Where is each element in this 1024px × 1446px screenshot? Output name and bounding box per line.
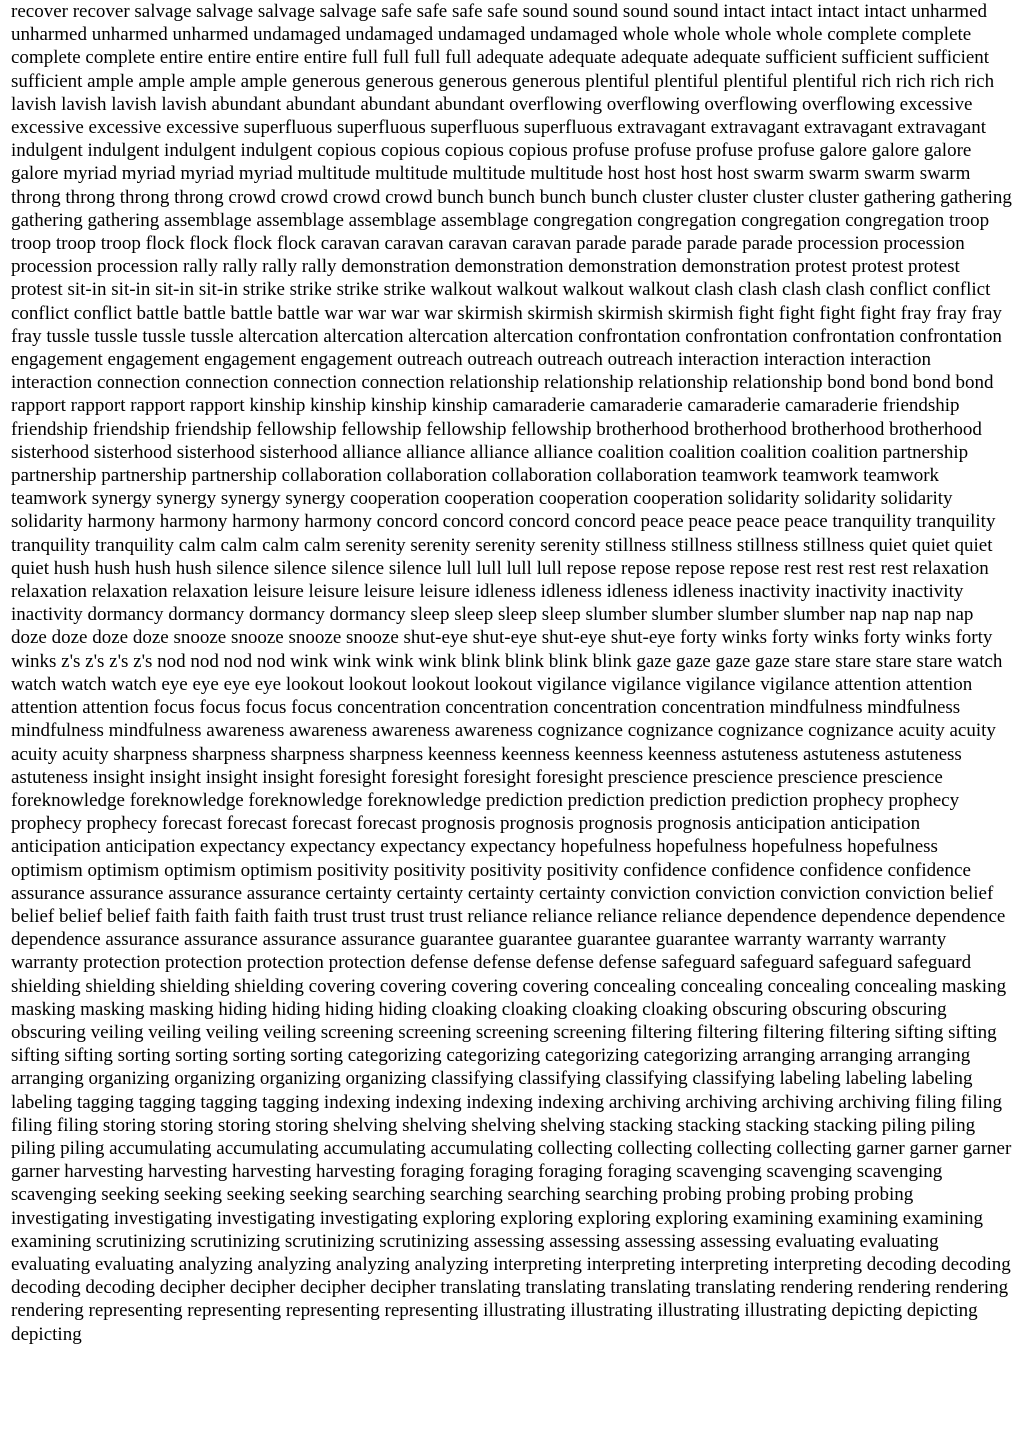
document-body-text: recover recover salvage salvage salvage salvage safe safe safe safe sound sound sound sound intact intact intact intact unharmed unharmed unharmed unharmed undamaged undamaged undamaged undamaged whole whole whole whole complete complete complete complete entire entire entire entire full full full full adequate adequate adequate adequate sufficient sufficient sufficient sufficient ample ample ample ample generous generous generous generous plentiful plentiful plentiful plentiful rich rich rich rich lavish lavish lavish lavish abundant abundant abundant abundant overflowing overflowing overflowing overflowing excessive excessive excessive excessive superfluous superfluous superfluous superfluous extravagant extravagant extravagant extravagant indulgent indulgent indulgent indulgent copious copious copious copious profuse profuse profuse profuse galore galore galore galore myriad myriad myriad myriad multitude multitude multitude multitude host host host host swarm swarm swarm swarm throng throng throng throng crowd crowd crowd crowd bunch bunch bunch bunch cluster cluster cluster cluster gathering gathering gathering gathering assemblage assemblage assemblage assemblage congregation congregation congregation congregation troop troop troop troop flock flock flock flock caravan caravan caravan caravan parade parade parade parade procession procession procession procession rally rally rally rally demonstration demonstration demonstration demonstration protest protest protest protest sit-in sit-in sit-in sit-in strike strike strike strike walkout walkout walkout walkout clash clash clash clash conflict conflict conflict conflict battle battle battle battle war war war war skirmish skirmish skirmish skirmish fight fight fight fight fray fray fray fray tussle tussle tussle tussle altercation altercation altercation altercation confrontation confrontation confrontation confrontation engagement engagement engagement engagement outreach outreach outreach outreach interaction interaction interaction interaction connection connection connection connection relationship relationship relationship relationship bond bond bond bond rapport rapport rapport rapport kinship kinship kinship kinship camaraderie camaraderie camaraderie camaraderie friendship friendship friendship friendship fellowship fellowship fellowship fellowship brotherhood brotherhood brotherhood brotherhood sisterhood sisterhood sisterhood sisterhood alliance alliance alliance alliance coalition coalition coalition coalition partnership partnership partnership partnership collaboration collaboration collaboration collaboration teamwork teamwork teamwork teamwork synergy synergy synergy synergy cooperation cooperation cooperation cooperation solidarity solidarity solidarity solidarity harmony harmony harmony harmony concord concord concord concord peace peace peace peace tranquility tranquility tranquility tranquility calm calm calm calm serenity serenity serenity serenity stillness stillness stillness stillness quiet quiet quiet quiet hush hush hush hush silence silence silence silence lull lull lull lull repose repose repose repose rest rest rest rest relaxation relaxation relaxation relaxation leisure leisure leisure leisure idleness idleness idleness idleness inactivity inactivity inactivity inactivity dormancy dormancy dormancy dormancy sleep sleep sleep sleep slumber slumber slumber slumber nap nap nap nap doze doze doze doze snooze snooze snooze snooze shut-eye shut-eye shut-eye shut-eye forty winks forty winks forty winks forty winks z's z's z's z's nod nod nod nod wink wink wink wink blink blink blink blink gaze gaze gaze gaze stare stare stare stare watch watch watch watch eye eye eye eye lookout lookout lookout lookout vigilance vigilance vigilance vigilance attention attention attention attention focus focus focus focus concentration concentration concentration concentration mindfulness mindfulness mindfulness mindfulness awareness awareness awareness awareness cognizance cognizance cognizance cognizance acuity acuity acuity acuity sharpness sharpness sharpness sharpness keenness keenness keenness keenness astuteness astuteness astuteness astuteness insight insight insight insight foresight foresight foresight foresight prescience prescience prescience prescience foreknowledge foreknowledge foreknowledge foreknowledge prediction prediction prediction prediction prophecy prophecy prophecy prophecy forecast forecast forecast forecast prognosis prognosis prognosis prognosis anticipation anticipation anticipation anticipation expectancy expectancy expectancy expectancy hopefulness hopefulness hopefulness hopefulness optimism optimism optimism optimism positivity positivity positivity positivity confidence confidence confidence confidence assurance assurance assurance assurance certainty certainty certainty certainty conviction conviction conviction conviction belief belief belief belief faith faith faith faith trust trust trust trust reliance reliance reliance reliance dependence dependence dependence dependence assurance assurance assurance assurance guarantee guarantee guarantee guarantee warranty warranty warranty warranty protection protection protection protection defense defense defense defense safeguard safeguard safeguard safeguard shielding shielding shielding shielding covering covering covering covering concealing concealing concealing concealing masking masking masking masking hiding hiding hiding hiding cloaking cloaking cloaking cloaking obscuring obscuring obscuring obscuring veiling veiling veiling veiling screening screening screening screening filtering filtering filtering filtering sifting sifting sifting sifting sorting sorting sorting sorting categorizing categorizing categorizing categorizing arranging arranging arranging arranging organizing organizing organizing organizing classifying classifying classifying classifying labeling labeling labeling labeling tagging tagging tagging tagging indexing indexing indexing indexing archiving archiving archiving archiving filing filing filing filing storing storing storing storing shelving shelving shelving shelving stacking stacking stacking stacking piling piling piling piling accumulating accumulating accumulating accumulating collecting collecting collecting collecting garner garner garner garner harvesting harvesting harvesting harvesting foraging foraging foraging foraging scavenging scavenging scavenging scavenging seeking seeking seeking seeking searching searching searching searching probing probing probing probing investigating investigating investigating investigating exploring exploring exploring exploring examining examining examining examining scrutinizing scrutinizing scrutinizing scrutinizing assessing assessing assessing assessing evaluating evaluating evaluating evaluating analyzing analyzing analyzing analyzing interpreting interpreting interpreting interpreting decoding decoding decoding decoding decipher decipher decipher decipher translating translating translating translating rendering rendering rendering rendering representing representing representing representing illustrating illustrating illustrating illustrating depicting depicting depicting [11, 1, 1012, 1345]
